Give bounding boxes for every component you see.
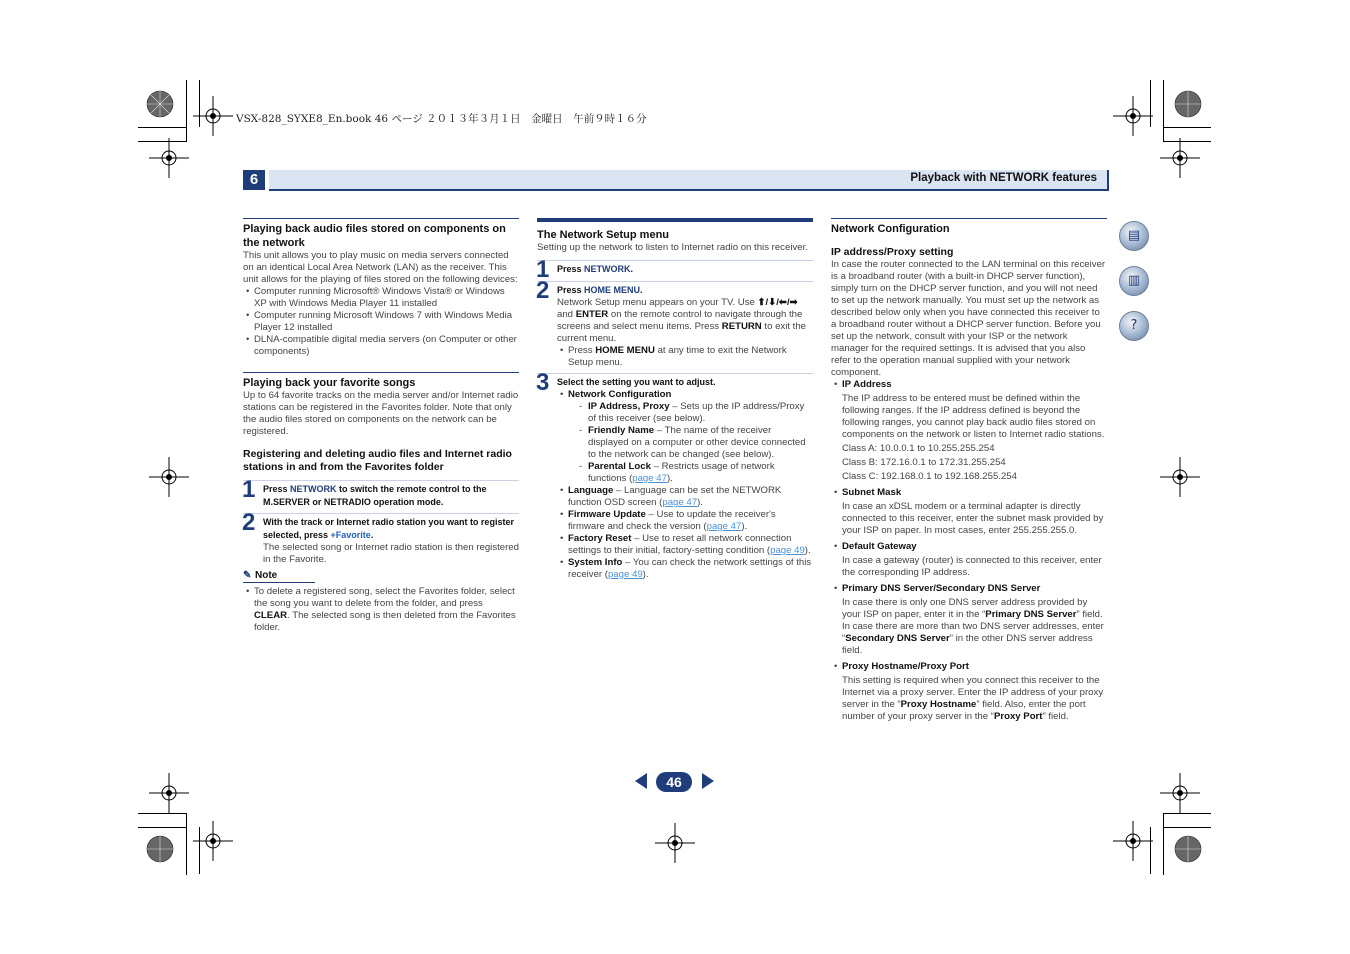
field-proxy-port: Proxy Port	[993, 711, 1043, 722]
list-item: • Computer running Microsoft Windows 7 with Windows Media Player 12 installed	[243, 310, 519, 334]
book-icon[interactable]: ▤	[1119, 221, 1149, 251]
body-text: – You can check the network settings of this receiver (	[568, 557, 812, 580]
setting-dns-server: Primary DNS Server/Secondary DNS Server	[842, 583, 1041, 594]
list-item: • DLNA-compatible digital media servers (on Computer or other components)	[243, 334, 519, 358]
key-home-menu: HOME MENU	[584, 285, 641, 295]
section-title: Network Configuration	[831, 218, 1107, 236]
key-clear: CLEAR	[254, 610, 288, 621]
settings-list	[831, 487, 1107, 499]
paragraph: The IP address to be entered must be defined within the following ranges. If the IP address defined is beyond the following ranges, you cannot play back audio files stored on components on the network or listen to Internet radio stations.	[842, 393, 1105, 440]
setting-proxy: Proxy Hostname/Proxy Port	[842, 661, 969, 672]
setting-ip-address-proxy: IP Address, Proxy	[588, 401, 670, 412]
step-text: Select the setting you want to adjust.	[557, 377, 716, 387]
page-number: 46	[656, 772, 692, 792]
body-text: ” in the other DNS server address field.	[842, 633, 1093, 656]
page-link[interactable]: page 47	[632, 473, 667, 484]
paragraph: This unit allows you to play music on media servers connected on an identical Local Area Network (LAN) as the receiver. This unit allows for the playing of files stored on the following devices:	[243, 250, 518, 285]
step-text: .	[630, 264, 634, 274]
list-item	[557, 557, 813, 581]
key-return: RETURN	[721, 321, 762, 332]
page-link[interactable]: page 47	[706, 521, 742, 532]
device-list	[243, 286, 519, 358]
settings-list	[831, 583, 1107, 595]
ip-address-body	[831, 393, 1107, 483]
setting-firmware-update: Firmware Update	[568, 509, 646, 520]
chapter-bar	[269, 170, 1109, 191]
body-text: Press	[568, 345, 596, 356]
section-title: Playing back audio files stored on components on the network	[243, 218, 519, 250]
file-header: VSX-828_SYXE8_En.book 46 ページ ２０１３年３月１日 金曜日 午前９時１６分	[236, 113, 647, 125]
step-2	[536, 277, 813, 369]
page-link[interactable]: page 49	[607, 569, 643, 580]
list-item	[577, 401, 813, 425]
next-page-icon[interactable]	[702, 773, 714, 789]
section-title: Playing back your favorite songs	[243, 372, 519, 390]
body-text: at any time to exit the Network Setup menu.	[568, 345, 787, 368]
step-text: to switch the remote control to the M.SERVER or NETRADIO operation mode.	[263, 484, 487, 507]
subsection-title: Registering and deleting audio files and Internet radio stations in and from the Favorites folder	[243, 448, 512, 473]
body-text: – Use to update the receiver's firmware and check the version (	[568, 509, 776, 532]
body-text: to exit the current menu.	[557, 321, 807, 344]
paragraph	[831, 597, 1107, 657]
list-item	[577, 425, 813, 461]
body-text: – Sets up the IP address/Proxy of this receiver (see below).	[588, 401, 805, 424]
page-link[interactable]: page 47	[662, 497, 698, 508]
previous-page-icon[interactable]	[635, 773, 647, 789]
paragraph	[831, 675, 1107, 723]
ip-class-c: Class C: 192.168.0.1 to 192.168.255.254	[842, 471, 1017, 482]
body-text: on the remote control to navigate through the screens and select menu items. Press	[557, 309, 803, 332]
settings-list	[831, 541, 1107, 553]
help-icon[interactable]: ?	[1119, 311, 1149, 341]
body-text: This setting is required when you connect this receiver to the Internet via a proxy server. Enter the IP address of your proxy server in the “	[842, 675, 1104, 710]
step-number: 3	[536, 369, 550, 396]
list-item	[557, 485, 813, 509]
list-item	[557, 345, 813, 369]
setting-ip-address: IP Address	[842, 379, 892, 390]
list-item: • Computer running Microsoft® Windows Vista® or Windows XP with Windows Media Player 11 installed	[243, 286, 519, 310]
step-text: Press	[263, 484, 291, 494]
setting-friendly-name: Friendly Name	[588, 425, 655, 436]
step-number: 2	[242, 509, 256, 536]
step-body	[557, 297, 813, 345]
key-favorite: +Favorite	[330, 530, 371, 540]
column-left	[243, 218, 519, 634]
setting-factory-reset: Factory Reset	[568, 533, 632, 544]
list-item	[831, 661, 1107, 673]
body-text: In case there is only one DNS server address provided by your ISP on paper, enter it in the “	[842, 597, 1088, 620]
body-text: ).	[804, 545, 811, 556]
body-text: – The name of the receiver displayed on a computer or other device connected to the network can be changed (see below).	[588, 425, 806, 460]
setting-network-configuration: Network Configuration	[568, 389, 672, 400]
arrow-keys-icon: ⬆/⬇/⬅/➡	[757, 297, 798, 308]
list-item	[557, 533, 813, 557]
body-text: ).	[741, 521, 748, 532]
chapter-title: Playback with NETWORK features	[910, 172, 1097, 184]
settings-list	[831, 379, 1107, 391]
remote-icon[interactable]: ▥	[1119, 266, 1149, 296]
step-body: The selected song or Internet radio station is then registered in the Favorite.	[263, 542, 519, 565]
field-secondary-dns: Secondary DNS Server	[845, 633, 950, 644]
column-right	[831, 218, 1107, 723]
body-text: ).	[642, 569, 649, 580]
section-title: The Network Setup menu	[537, 218, 813, 242]
ip-class-b: Class B: 172.16.0.1 to 172.31.255.254	[842, 457, 1006, 468]
body-text: ).	[666, 473, 673, 484]
ip-class-a: Class A: 10.0.0.1 to 10.255.255.254	[842, 443, 995, 454]
step-1	[242, 476, 519, 509]
step-2	[242, 509, 519, 566]
step-3	[536, 369, 813, 581]
step-number: 1	[242, 476, 256, 503]
paragraph: In case the router connected to the LAN terminal on this receiver is a broadband router (with a built-in DHCP server function), simply turn on the DHCP server function, and you will not need to set up the network manually. You must set up the network as described below only when you have connected this receiver to a broadband router without a DHCP server function. Before you set up the network, consult with your ISP or the network manager for the required settings. It is advised that you also refer to the operation manual supplied with your network component.	[831, 259, 1106, 378]
body-text: Network Setup menu appears on your TV. Use	[557, 297, 758, 308]
note-text: To delete a registered song, select the Favorites folder, select the song you want to delete from the folder, and press	[254, 586, 515, 609]
key-network: NETWORK	[290, 484, 337, 494]
step-text: Press	[557, 285, 585, 295]
body-text: – Restricts usage of network functions (	[588, 461, 775, 484]
body-text: – Language can be set the NETWORK function OSD screen (	[568, 485, 782, 508]
note-heading	[243, 570, 315, 583]
settings-list	[557, 389, 813, 581]
list-item	[243, 586, 519, 634]
step-text: Press	[557, 264, 585, 274]
setting-subnet-mask: Subnet Mask	[842, 487, 902, 498]
settings-list	[831, 661, 1107, 673]
field-proxy-hostname: Proxy Hostname	[900, 699, 977, 710]
note-label: Note	[255, 570, 278, 581]
setting-language: Language	[568, 485, 614, 496]
step-1	[536, 256, 813, 283]
pencil-icon: ✎	[243, 570, 252, 581]
body-text: and	[557, 309, 576, 320]
step-bullets	[557, 345, 813, 369]
list-item	[577, 461, 813, 485]
body-text: ” field.	[1042, 711, 1069, 722]
body-text: ” field. In case there are more than two DNS server addresses, enter “	[842, 609, 1104, 644]
paragraph: In case an xDSL modem or a terminal adapter is directly connected to this receiver, enter the subnet mask provided by your ISP on paper. In most cases, enter 255.255.255.0.	[842, 501, 1104, 536]
body-text: – Use to reset all network connection settings to their initial, factory-setting condition (	[568, 533, 792, 556]
key-home-menu: HOME MENU	[595, 345, 655, 356]
chapter-number: 6	[243, 170, 265, 190]
column-middle	[537, 218, 813, 581]
subsection-title: IP address/Proxy setting	[831, 246, 954, 258]
step-text: .	[370, 530, 374, 540]
list-item	[831, 487, 1107, 499]
setting-parental-lock: Parental Lock	[588, 461, 651, 472]
note-list	[243, 586, 519, 634]
step-text: .	[640, 285, 643, 295]
setting-system-info: System Info	[568, 557, 623, 568]
list-item	[557, 389, 813, 485]
step-number: 1	[536, 256, 550, 283]
note-text: . The selected song is then deleted from the Favorites folder.	[254, 610, 516, 633]
step-number: 2	[536, 277, 550, 304]
key-enter: ENTER	[575, 309, 609, 320]
sub-settings-list	[568, 401, 813, 485]
setting-default-gateway: Default Gateway	[842, 541, 917, 552]
paragraph: In case a gateway (router) is connected to this receiver, enter the corresponding IP address.	[842, 555, 1102, 578]
body-text: ).	[697, 497, 703, 508]
paragraph: Up to 64 favorite tracks on the media server and/or Internet radio stations can be registered in the Favorites folder. Note that only the audio files stored on components on the network can be registered.	[243, 390, 519, 437]
list-item	[831, 583, 1107, 595]
field-primary-dns: Primary DNS Server	[985, 609, 1077, 620]
paragraph: Setting up the network to listen to Internet radio on this receiver.	[537, 242, 808, 253]
list-item	[557, 509, 813, 533]
list-item	[831, 541, 1107, 553]
page-link[interactable]: page 49	[770, 545, 805, 556]
body-text: ” field. Also, enter the port number of your proxy server in the “	[842, 699, 1086, 722]
key-network: NETWORK	[584, 264, 631, 274]
step-text: With the track or Internet radio station you want to register selected, press	[263, 517, 514, 540]
list-item	[831, 379, 1107, 391]
